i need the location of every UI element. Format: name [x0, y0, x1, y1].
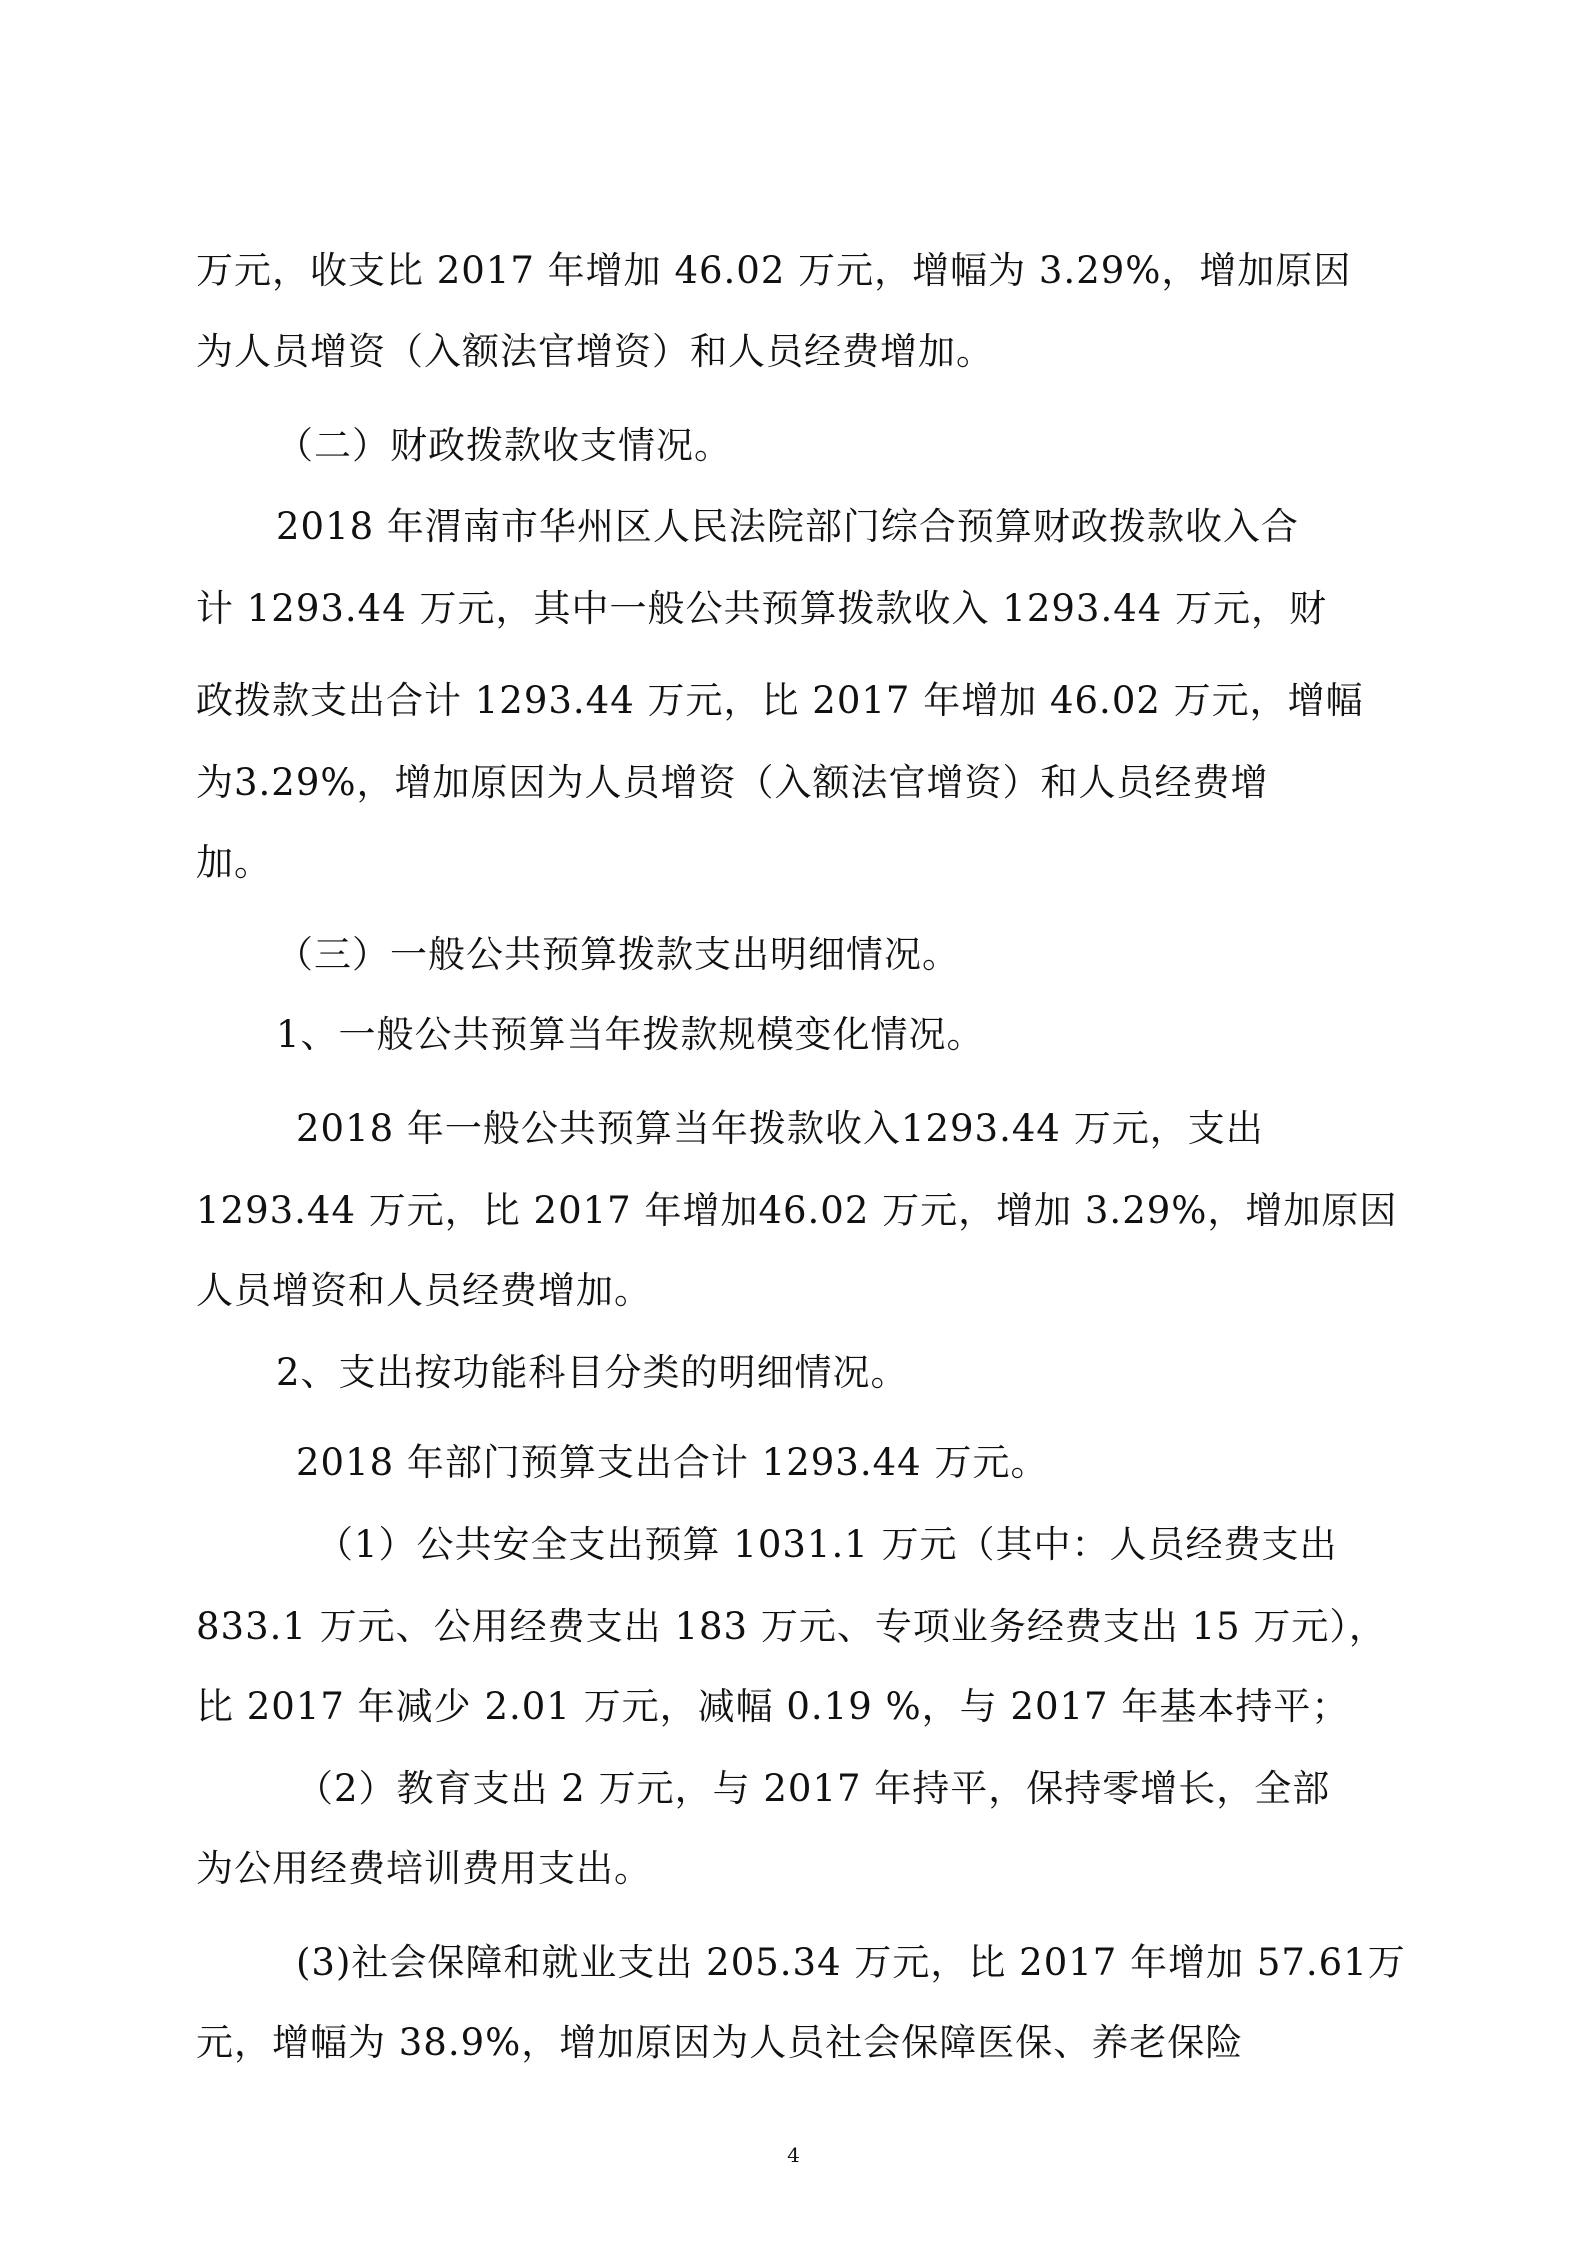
text-line: 为人员增资（入额法官增资）和人员经费增加。 [196, 330, 994, 373]
text-line: （2）教育支出 2 万元，与 2017 年持平，保持零增长，全部 [296, 1767, 1331, 1810]
text-line: 加。 [196, 841, 272, 884]
text-line: 人员增资和人员经费增加。 [196, 1269, 652, 1312]
section-heading: （三）一般公共预算拨款支出明细情况。 [276, 933, 960, 976]
text-line: 政拨款支出合计 1293.44 万元，比 2017 年增加 46.02 万元，增幅 [196, 679, 1364, 722]
text-line: 1293.44 万元，比 2017 年增加46.02 万元，增加 3.29%，增加原因 [196, 1189, 1398, 1232]
text-line: 833.1 万元、公用经费支出 183 万元、专项业务经费支出 15 万元）， [196, 1605, 1387, 1648]
text-line: 万元，收支比 2017 年增加 46.02 万元，增幅为 3.29%，增加原因 [196, 249, 1352, 292]
section-heading: （二）财政拨款收支情况。 [276, 424, 732, 467]
text-line: 2018 年一般公共预算当年拨款收入1293.44 万元，支出 [296, 1107, 1264, 1150]
text-line: 为公用经费培训费用支出。 [196, 1847, 652, 1890]
subsection-heading: 2、支出按功能科目分类的明细情况。 [276, 1351, 909, 1394]
text-line: 2018 年部门预算支出合计 1293.44 万元。 [296, 1441, 1049, 1484]
text-line: 为3.29%，增加原因为人员增资（入额法官增资）和人员经费增 [196, 761, 1269, 804]
subsection-heading: 1、一般公共预算当年拨款规模变化情况。 [276, 1013, 985, 1056]
text-line: 比 2017 年减少 2.01 万元，减幅 0.19 %，与 2017 年基本持平； [196, 1685, 1350, 1728]
text-line: (3)社会保障和就业支出 205.34 万元，比 2017 年增加 57.61万 [296, 1941, 1406, 1984]
text-line: （1）公共安全支出预算 1031.1 万元（其中：人员经费支出 [316, 1523, 1338, 1566]
text-line: 2018 年渭南市华州区人民法院部门综合预算财政拨款收入合 [276, 505, 1299, 548]
text-line: 元，增幅为 38.9%，增加原因为人员社会保障医保、养老保险 [196, 2021, 1244, 2064]
page-number: 4 [787, 2143, 800, 2167]
text-line: 计 1293.44 万元，其中一般公共预算拨款收入 1293.44 万元，财 [196, 587, 1328, 630]
